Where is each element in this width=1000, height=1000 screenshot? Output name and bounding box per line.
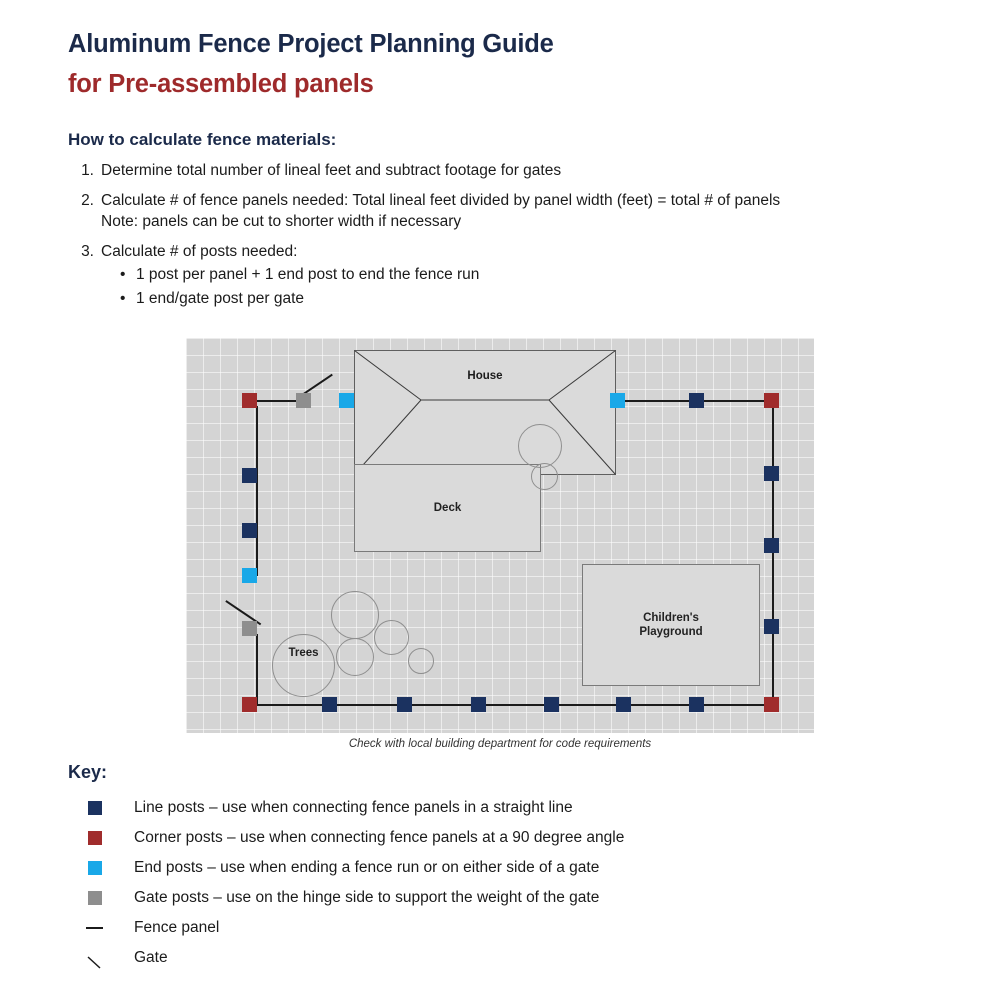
fence-panel-line (772, 406, 774, 706)
list-number: 3. (81, 243, 94, 260)
playground-label-line1: Children's (643, 612, 699, 624)
line-post (689, 393, 704, 408)
diagram-caption: Check with local building department for code requirements (348, 738, 652, 750)
list-number: 1. (81, 162, 94, 179)
legend-item-gate (84, 943, 964, 973)
sub-list-text: 1 post per panel + 1 end post to end the fence run (136, 266, 480, 283)
legend-label: Gate (134, 949, 168, 966)
line-post (397, 697, 412, 712)
corner-post (242, 697, 257, 712)
tree-circle (518, 424, 562, 468)
fence-panel-line (256, 406, 258, 576)
list-item (68, 190, 948, 232)
corner-post (242, 393, 257, 408)
line-post (242, 468, 257, 483)
fence-panel-line (256, 634, 258, 706)
line-post (689, 697, 704, 712)
sub-list-item (68, 264, 948, 286)
gate-post (296, 393, 311, 408)
legend-item-gate-post (84, 883, 964, 913)
yard-layout-diagram (186, 338, 814, 733)
tree-circle (272, 634, 335, 697)
end-post (610, 393, 625, 408)
tree-circle (408, 648, 434, 674)
list-text-secondary: Note: panels can be cut to shorter width if necessary (101, 213, 462, 230)
legend-label: End posts – use when ending a fence run or on either side of a gate (134, 859, 600, 876)
legend-item-corner-post (84, 823, 964, 853)
sub-list-text: 1 end/gate post per gate (136, 290, 305, 307)
tree-circle (531, 463, 558, 490)
page-title-line1: Aluminum Fence Project Planning Guide (68, 30, 554, 58)
line-post (616, 697, 631, 712)
end-post-swatch-icon (88, 861, 102, 875)
trees-label: Trees (288, 647, 319, 659)
tree-circle (374, 620, 409, 655)
bullet-icon: • (120, 290, 126, 307)
page-title-line2: for Pre-assembled panels (68, 70, 374, 98)
playground-label-line2: Playground (639, 626, 703, 638)
gate-diagonal-icon (86, 951, 102, 967)
deck-label: Deck (433, 502, 462, 514)
legend-label: Gate posts – use on the hinge side to support the weight of the gate (134, 889, 600, 906)
legend-label: Line posts – use when connecting fence panels in a straight line (134, 799, 573, 816)
list-number: 2. (81, 192, 94, 209)
line-post (764, 538, 779, 553)
corner-post-swatch-icon (88, 831, 102, 845)
legend-label: Fence panel (134, 919, 220, 936)
corner-post (764, 393, 779, 408)
line-post (471, 697, 486, 712)
list-item (68, 160, 948, 181)
tree-circle (331, 591, 379, 639)
section-heading-materials: How to calculate fence materials: (68, 130, 337, 149)
bullet-icon: • (120, 266, 126, 283)
list-item (68, 241, 948, 262)
list-text: Calculate # of posts needed: (101, 243, 298, 260)
steps-list (68, 160, 948, 310)
line-post (322, 697, 337, 712)
key-heading: Key: (68, 762, 108, 782)
fence-panel-dash-icon (86, 927, 103, 929)
deck-shape (354, 464, 541, 552)
playground-shape (582, 564, 760, 686)
legend-item-end-post (84, 853, 964, 883)
gate-post-swatch-icon (88, 891, 102, 905)
line-post-swatch-icon (88, 801, 102, 815)
line-post (764, 619, 779, 634)
tree-circle (336, 638, 374, 676)
end-post (339, 393, 354, 408)
key-legend (84, 793, 964, 973)
corner-post (764, 697, 779, 712)
sub-list-item (68, 288, 948, 310)
list-text: Determine total number of lineal feet and subtract footage for gates (101, 162, 562, 179)
gate-post (242, 621, 257, 636)
legend-item-line-post (84, 793, 964, 823)
end-post (242, 568, 257, 583)
line-post (544, 697, 559, 712)
legend-label: Corner posts – use when connecting fence panels at a 90 degree angle (134, 829, 625, 846)
legend-item-fence-panel (84, 913, 964, 943)
list-text: Calculate # of fence panels needed: Total lineal feet divided by panel width (feet) = total # of panels (101, 192, 781, 209)
line-post (242, 523, 257, 538)
line-post (764, 466, 779, 481)
house-label: House (467, 370, 503, 382)
